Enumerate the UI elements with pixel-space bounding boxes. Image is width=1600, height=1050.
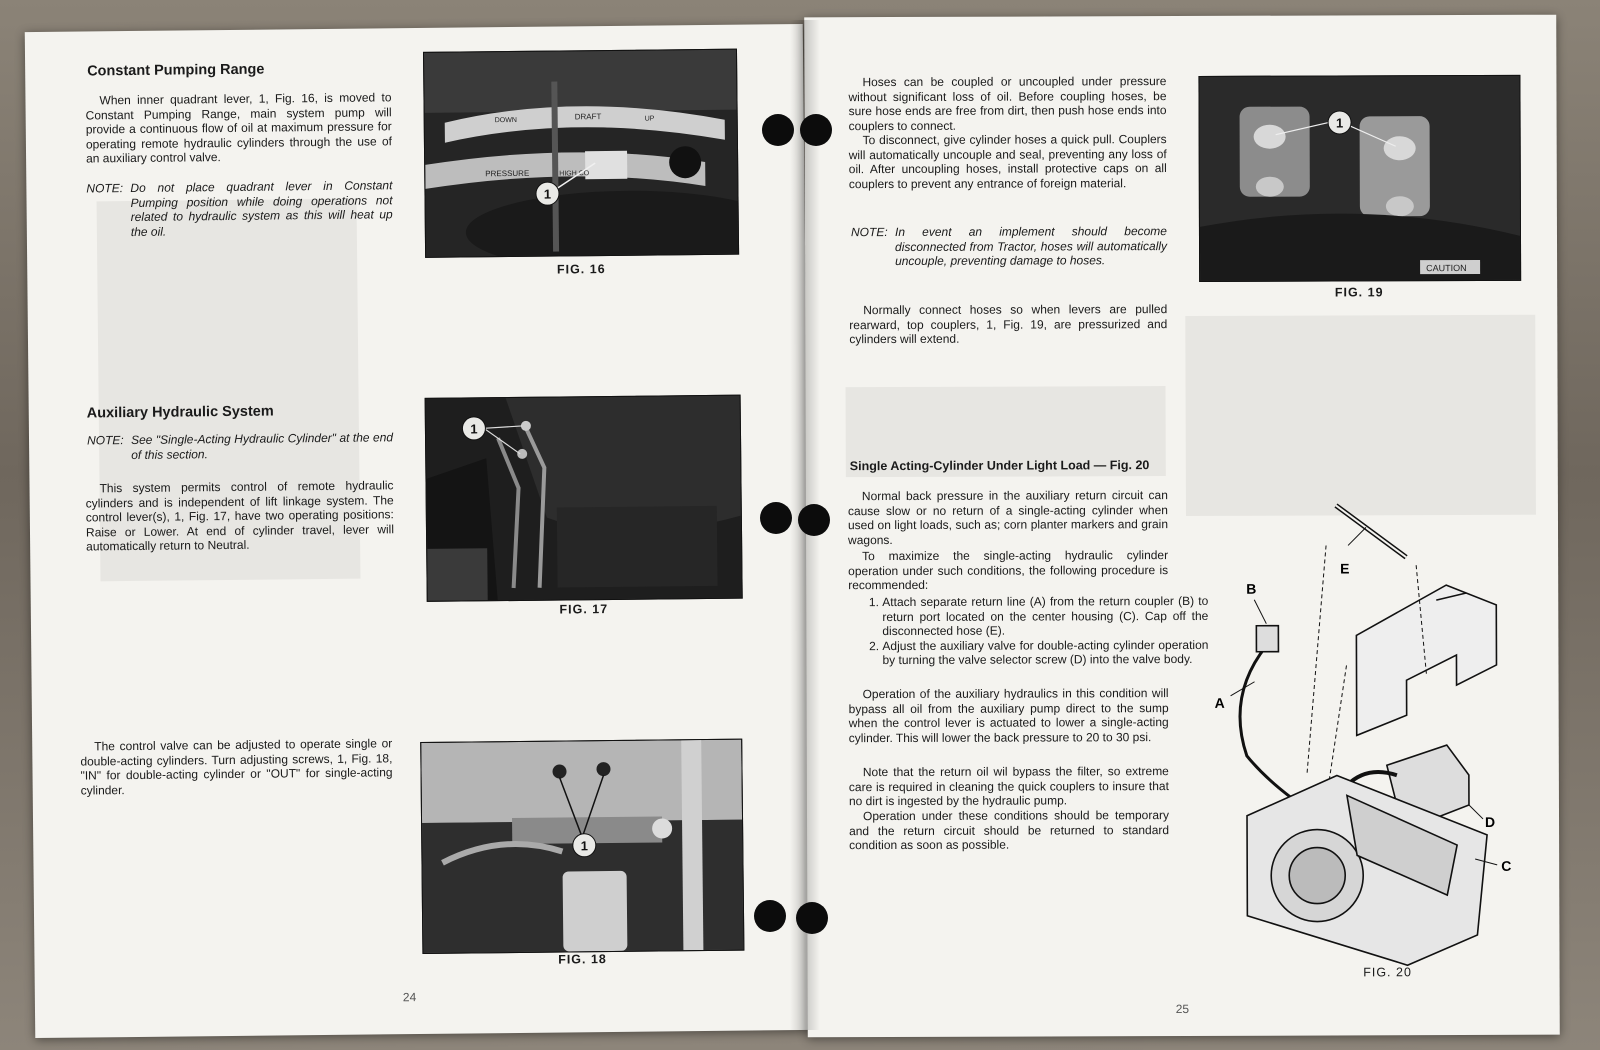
fig16-caption: FIG. 16 — [556, 262, 606, 277]
label-caution: CAUTION — [1426, 263, 1467, 274]
couplers-image — [1199, 76, 1520, 281]
heading-constant-pumping: Constant Pumping Range — [87, 61, 265, 80]
single-acting-p2: To maximize the single-acting hydraulic cylinder operation under such conditions, the following procedure is recommended: — [848, 548, 1169, 593]
binding-hole — [754, 900, 786, 932]
binding-hole — [760, 502, 792, 534]
label-draft: DRAFT — [574, 112, 602, 122]
note-label: NOTE: — [86, 433, 124, 448]
fig18-photo — [420, 739, 744, 954]
left-page — [25, 24, 813, 1038]
fig19-callout: 1 — [1328, 110, 1352, 134]
fig17-photo — [425, 395, 743, 602]
control-valve-body: The control valve can be adjusted to operate single or double-acting cylinders. Turn adjusting screws, 1, Fig. 18, "IN" for double-acting cylinder or "OUT" for single-acting cylinder. — [80, 736, 393, 798]
label-up: UP — [644, 115, 655, 123]
single-acting-p5: Operation under these conditions should be temporary and the return circuit should be returned to standard condition as soon as possible. — [849, 808, 1170, 853]
procedure-step-1: 1. Attach separate return line (A) from the return coupler (B) to return port located on the center housing (C). Cap off the disconnected hose (E). — [882, 594, 1208, 639]
constant-pumping-body: When inner quadrant lever, 1, Fig. 16, is moved to Constant Pumping Range, main system pump will provide a continuous flow of oil at maximum pressure for operating remote hydraulic cylinders through the use of an auxiliary control valve. — [85, 90, 392, 166]
note-text: See "Single-Acting Hydraulic Cylinder" at the end of this section. — [130, 430, 394, 462]
label-d: D — [1485, 813, 1496, 830]
note-text: Do not place quadrant lever in Constant Pumping position while doing operations not related to hydraulic system as this will heat up the oil. — [130, 178, 393, 239]
binding-hole — [762, 114, 794, 146]
fig18-callout: 1 — [572, 833, 596, 857]
procedure-steps — [842, 594, 1208, 668]
procedure-step-2: 2. Adjust the auxiliary valve for double-acting cylinder operation by turning the valve selector screw (D) into the valve body. — [882, 638, 1208, 668]
note-text: In event an implement should become disconnected from Tractor, hoses will automatically uncouple, preventing damage to hoses. — [894, 224, 1168, 269]
label-down: DOWN — [494, 116, 517, 125]
heading-single-acting: Single Acting-Cylinder Under Light Load — Fig. 20 — [849, 458, 1150, 474]
binding-hole — [796, 902, 828, 934]
single-acting-p1: Normal back pressure in the auxiliary return circuit can cause slow or no return of a single-acting cylinder when used on light loads, such as; corn planter markers and grain wagons. — [847, 488, 1169, 547]
label-c: C — [1501, 857, 1512, 874]
right-page — [804, 15, 1560, 1038]
hoses-paragraph-2: To disconnect, give cylinder hoses a quick pull. Couplers will automatically uncouple and seal, preventing any loss of oil. After uncoupling hoses, install protective caps on all couplers to prevent any entrance of foreign material. — [848, 132, 1167, 191]
quadrant-lever-image — [424, 50, 738, 257]
fig17-caption: FIG. 17 — [559, 602, 609, 617]
fig20-caption: FIG. 20 — [1363, 965, 1412, 980]
fig20-diagram — [1206, 475, 1538, 976]
binding-hole — [798, 504, 830, 536]
note-label: NOTE: — [86, 181, 124, 196]
fig16-callout: 1 — [535, 182, 559, 206]
page-number-left: 24 — [402, 990, 417, 1005]
hoses-note — [851, 224, 1167, 269]
page-number-right: 25 — [1175, 1001, 1190, 1017]
binding-hole — [800, 114, 832, 146]
single-acting-p4: Note that the return oil wil bypass the filter, so extreme care is required in cleaning the quick couplers to insure that no dirt is ingested by the hydraulic pump. — [848, 764, 1169, 809]
label-pressure: PRESSURE — [485, 168, 530, 179]
label-a: A — [1214, 694, 1225, 711]
hoses-paragraph-3: Normally connect hoses so when levers are pulled rearward, top couplers, 1, Fig. 19, are pressurized and cylinders will extend. — [849, 302, 1168, 347]
fig19-photo — [1198, 75, 1521, 282]
auxiliary-body: This system permits control of remote hydraulic cylinders and is independent of lift linkage system. The control lever(s), 1, Fig. 17, have two operating positions: Raise or Lower. At end of cylinder travel, lever will automatically return to Neutral. — [85, 478, 395, 554]
auxiliary-note — [87, 430, 393, 462]
hoses-paragraph-1: Hoses can be coupled or uncoupled under pressure without significant loss of oil. Before coupling hoses, be sure hose ends are free from dirt, then push hose ends into couplers to connect. — [848, 74, 1167, 133]
label-e: E — [1340, 560, 1350, 577]
fig19-caption: FIG. 19 — [1334, 285, 1384, 300]
fig16-photo — [423, 49, 739, 258]
note-label: NOTE: — [850, 225, 888, 240]
label-high: HIGH CO — [559, 170, 590, 178]
fig18-caption: FIG. 18 — [558, 952, 607, 967]
label-b: B — [1246, 580, 1257, 597]
fig17-callout: 1 — [462, 416, 486, 440]
constant-pumping-note — [86, 178, 393, 240]
heading-auxiliary-hydraulic: Auxiliary Hydraulic System — [86, 403, 274, 422]
single-acting-p3: Operation of the auxiliary hydraulics in this condition will bypass all oil from the auxiliary pump direct to the sump when the control lever is actuated to lower a single-acting cylinder. This will lower the back pressure to 20 to 30 psi. — [848, 686, 1169, 745]
